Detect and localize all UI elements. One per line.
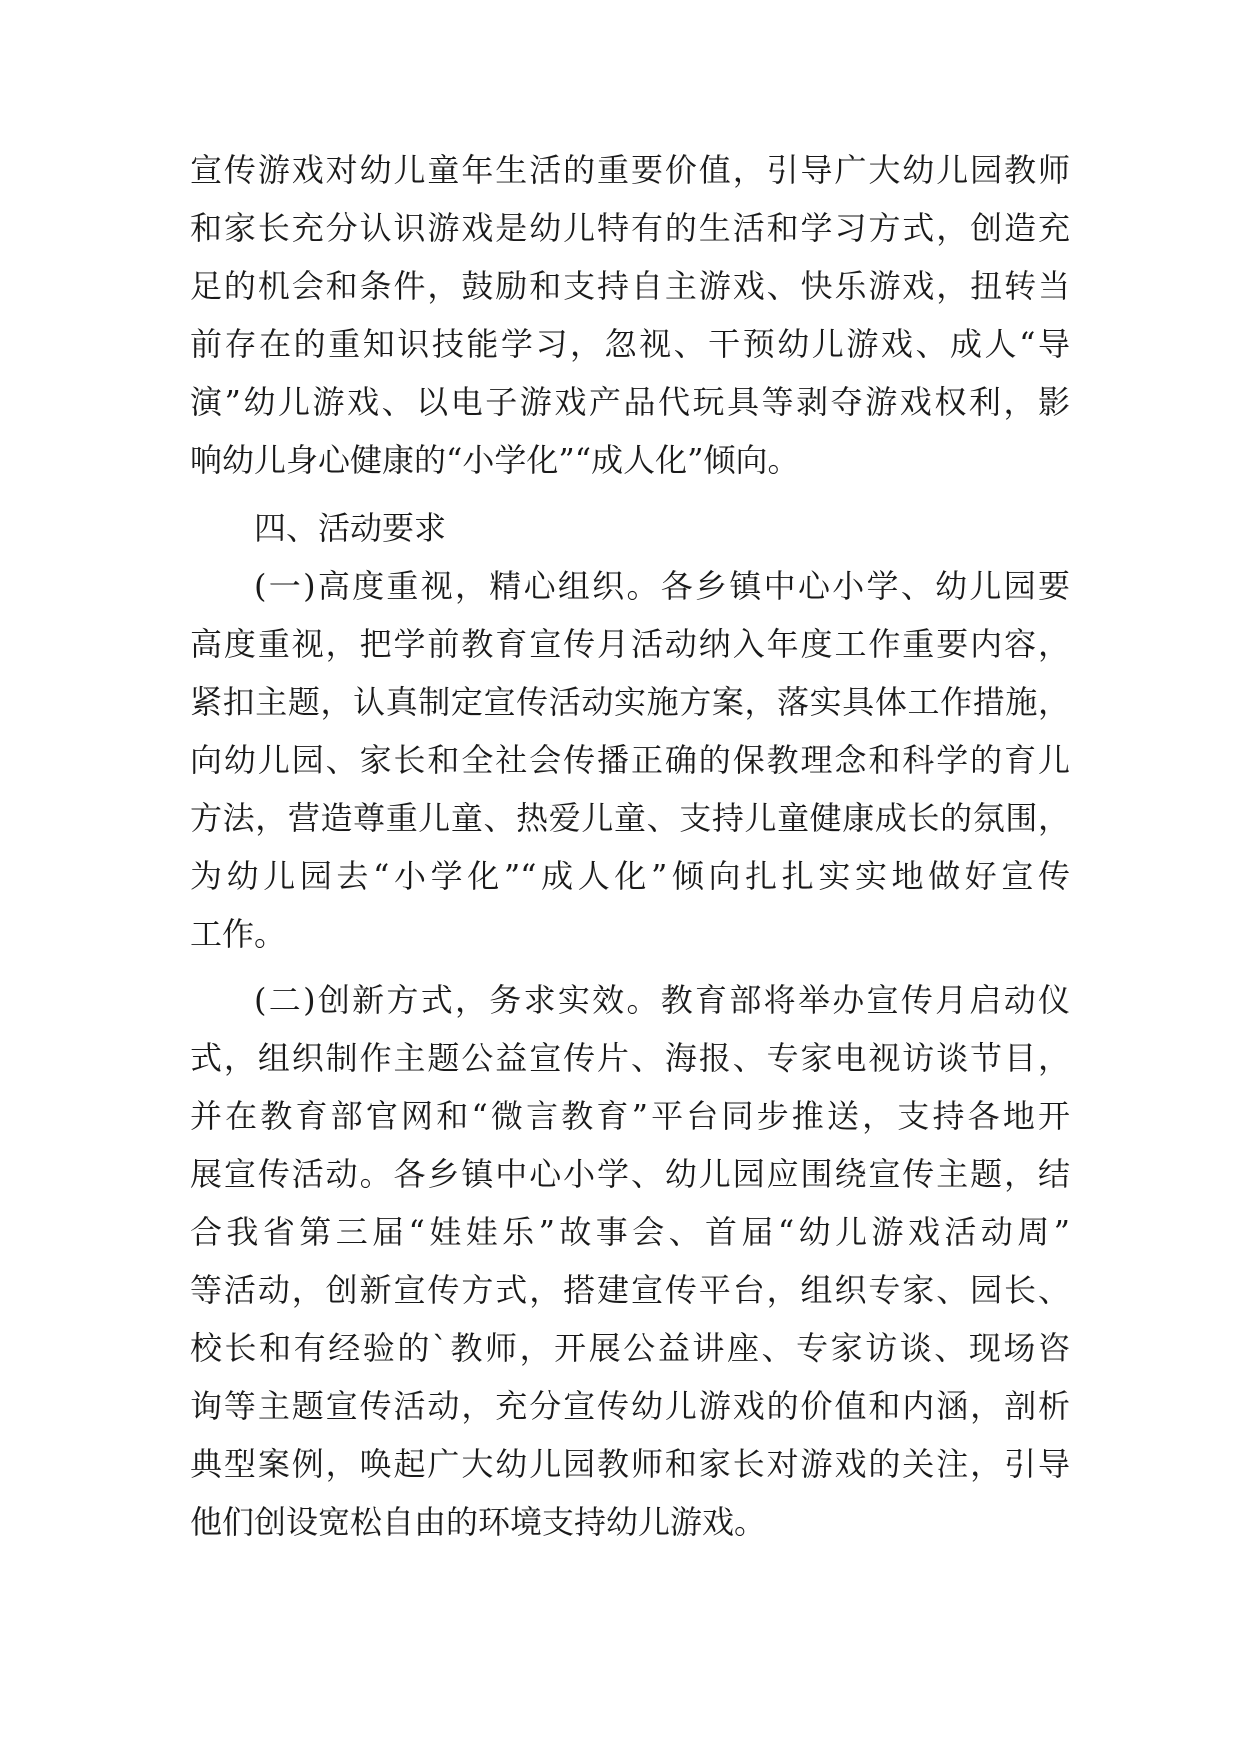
- text-line: 高度重视，把学前教育宣传月活动纳入年度工作重要内容，: [190, 625, 1070, 663]
- paragraph-first-line: (一)高度重视，精心组织。各乡镇中心小学、幼儿园要: [254, 567, 1070, 605]
- text-line: 他们创设宽松自由的环境支持幼儿游戏。: [190, 1503, 767, 1541]
- text-line: 等活动，创新宣传方式，搭建宣传平台，组织专家、园长、: [190, 1271, 1070, 1309]
- text-line: 和家长充分认识游戏是幼儿特有的生活和学习方式，创造充: [190, 209, 1070, 247]
- text-line: 为幼儿园去“小学化”“成人化”倾向扎扎实实地做好宣传: [190, 857, 1070, 895]
- text-line: 前存在的重知识技能学习，忽视、干预幼儿游戏、成人“导: [190, 325, 1070, 363]
- text-line: 方法，营造尊重儿童、热爱儿童、支持儿童健康成长的氛围，: [190, 799, 1070, 837]
- text-line: 校长和有经验的`教师，开展公益讲座、专家访谈、现场咨: [190, 1329, 1070, 1367]
- section-heading: 四、活动要求: [254, 509, 447, 547]
- text-line: 典型案例，唤起广大幼儿园教师和家长对游戏的关注，引导: [190, 1445, 1070, 1483]
- text-line: 足的机会和条件，鼓励和支持自主游戏、快乐游戏，扭转当: [190, 267, 1070, 305]
- text-line: 宣传游戏对幼儿童年生活的重要价值，引导广大幼儿园教师: [190, 151, 1070, 189]
- text-line: 并在教育部官网和“微言教育”平台同步推送，支持各地开: [190, 1097, 1070, 1135]
- text-line: 询等主题宣传活动，充分宣传幼儿游戏的价值和内涵，剖析: [190, 1387, 1070, 1425]
- text-line: 工作。: [190, 915, 287, 953]
- paragraph-first-line: (二)创新方式，务求实效。教育部将举办宣传月启动仪: [254, 981, 1070, 1019]
- text-line: 响幼儿身心健康的“小学化”“成人化”倾向。: [190, 441, 800, 479]
- text-line: 展宣传活动。各乡镇中心小学、幼儿园应围绕宣传主题，结: [190, 1155, 1070, 1193]
- text-line: 向幼儿园、家长和全社会传播正确的保教理念和科学的育儿: [190, 741, 1070, 779]
- text-line: 紧扣主题，认真制定宣传活动实施方案，落实具体工作措施，: [190, 683, 1070, 721]
- text-line: 演”幼儿游戏、以电子游戏产品代玩具等剥夺游戏权利，影: [190, 383, 1070, 421]
- text-line: 式，组织制作主题公益宣传片、海报、专家电视访谈节目，: [190, 1039, 1070, 1077]
- text-line: 合我省第三届“娃娃乐”故事会、首届“幼儿游戏活动周”: [190, 1213, 1070, 1251]
